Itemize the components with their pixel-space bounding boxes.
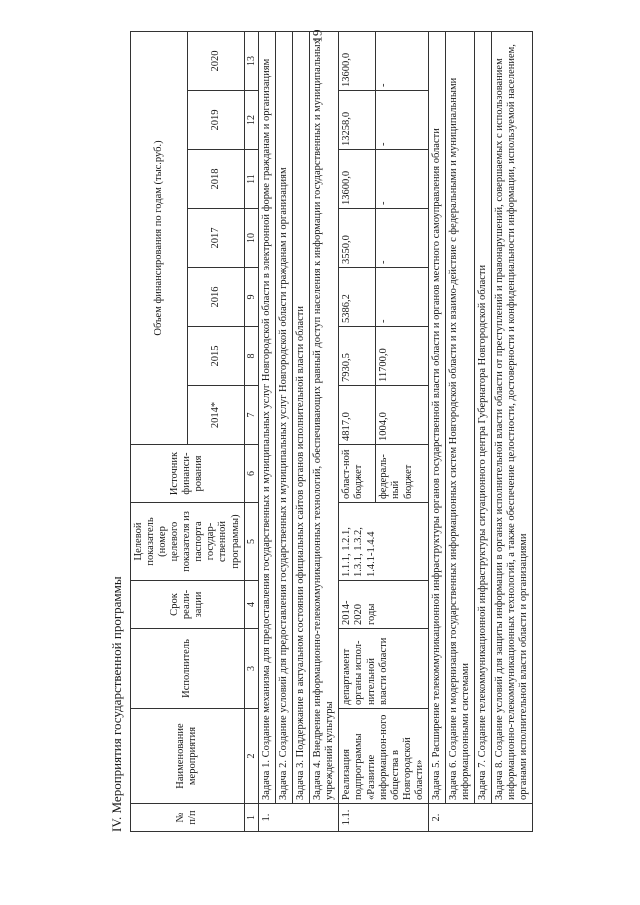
task-text: Задача 3. Поддержание в актуальном состоянии официальных сайтов органов исполнительной власти области (293, 31, 310, 803)
funding-value: - (376, 150, 428, 209)
task-row (310, 31, 339, 831)
funding-value: 13600,0 (339, 31, 376, 90)
task-text: Задача 6. Создание и модернизация государственных информационных систем Новгородской области и их взаимо-действие с федеральными и муниципальными информационными системами (445, 31, 474, 803)
column-number: 12 (244, 91, 259, 150)
activity-row (339, 31, 376, 831)
activity-term: 2014-2020 годы (339, 581, 428, 629)
row-number: 1. (259, 804, 339, 832)
activity-executor: департамент органы испол-нительной власти области (339, 629, 428, 709)
row-number: 2. (428, 804, 532, 832)
header-funding: Объем финансирования по годам (тыс.руб.) (131, 31, 188, 444)
column-number: 4 (244, 581, 259, 629)
task-row (428, 31, 445, 831)
header-year: 2014* (187, 386, 244, 445)
header-term: Срок реали-зации (131, 581, 245, 629)
column-number: 8 (244, 327, 259, 386)
column-number: 3 (244, 629, 259, 709)
funding-value: 13258,0 (339, 91, 376, 150)
funding-value: 7930,5 (339, 327, 376, 386)
header-source: Источник финанси-рования (131, 445, 245, 503)
funding-value: 1004,0 (376, 386, 428, 445)
task-text: Задача 7. Создание телекоммуникационной инфраструктуры ситуационного центра Губернатора Новгородской области (475, 31, 492, 803)
column-number: 11 (244, 150, 259, 209)
funding-source: федераль-ный бюджет (376, 445, 428, 503)
row-number: 1.1. (339, 804, 428, 832)
header-executor: Исполнитель (131, 629, 245, 709)
column-number: 5 (244, 503, 259, 581)
task-text: Задача 4. Внедрение информационно-телекоммуникационных технологий, обеспечивающих равный доступ населения к информации государственных и муниципальных учреждений культуры (310, 31, 339, 803)
funding-value: 3550,0 (339, 209, 376, 268)
task-row (445, 31, 474, 831)
column-number-row (244, 31, 259, 831)
funding-value: 11700,0 (376, 327, 428, 386)
column-number: 1 (244, 804, 259, 832)
column-number: 7 (244, 386, 259, 445)
funding-value: - (376, 91, 428, 150)
task-text: Задача 8. Создание условий для защиты информации в органах исполнительной власти области от преступлений и правонарушений, совершаемых с использованием информационно-телекоммуникационных технологий, а также обеспечение целостности, достоверности и конфиденциальности информации, используемой населением, органами исполнительной власти области и организациями (492, 31, 533, 803)
program-activities-table (130, 31, 533, 832)
header-name: Наименование мероприятия (131, 709, 245, 804)
header-num: № п/п (131, 804, 245, 832)
task-row (475, 31, 492, 831)
funding-source: област-ной бюджет (339, 445, 376, 503)
header-row (131, 31, 188, 831)
funding-value: 5386,2 (339, 268, 376, 327)
column-number: 9 (244, 268, 259, 327)
section-title: IV. Мероприятия государственной программы (109, 576, 124, 832)
task-row (492, 31, 533, 831)
task-text: Задача 5. Расширение телекоммуникационной инфраструктуры органов государственной власти области и органов местного самоуправления области (428, 31, 445, 803)
task-text: Задача 2. Создание условий для предоставления государственных и муниципальных услуг Новгородской области гражданам и организациям (276, 31, 293, 803)
header-year: 2016 (187, 268, 244, 327)
task-row (293, 31, 310, 831)
funding-value: 4817,0 (339, 386, 376, 445)
page-number: 19 (309, 29, 325, 43)
funding-value: - (376, 209, 428, 268)
column-number: 13 (244, 31, 259, 90)
task-text: Задача 1. Создание механизма для предоставления государственных и муниципальных услуг Новгородской области в электронной форме гражданам и организациям (259, 31, 276, 803)
header-year: 2017 (187, 209, 244, 268)
column-number: 2 (244, 709, 259, 804)
funding-value: - (376, 268, 428, 327)
column-number: 10 (244, 209, 259, 268)
header-year: 2018 (187, 150, 244, 209)
rotated-page-content (104, 29, 640, 832)
header-year: 2019 (187, 91, 244, 150)
activity-name: Реализация подпрограммы «Развитие информацион-ного общества в Новгородской области» (339, 709, 428, 804)
activity-indicator: 1.1.1, 1.2.1, 1.3.1, 1.3.2, 1.4.1-1.4.4 (339, 503, 428, 581)
header-year: 2015 (187, 327, 244, 386)
column-number: 6 (244, 445, 259, 503)
header-year: 2020 (187, 31, 244, 90)
task-row (276, 31, 293, 831)
header-indicator: Целевой показатель (номер целевого показателя из паспорта государ-ственной программы) (131, 503, 245, 581)
task-row (259, 31, 276, 831)
funding-value: 13600,0 (339, 150, 376, 209)
funding-value: - (376, 31, 428, 90)
